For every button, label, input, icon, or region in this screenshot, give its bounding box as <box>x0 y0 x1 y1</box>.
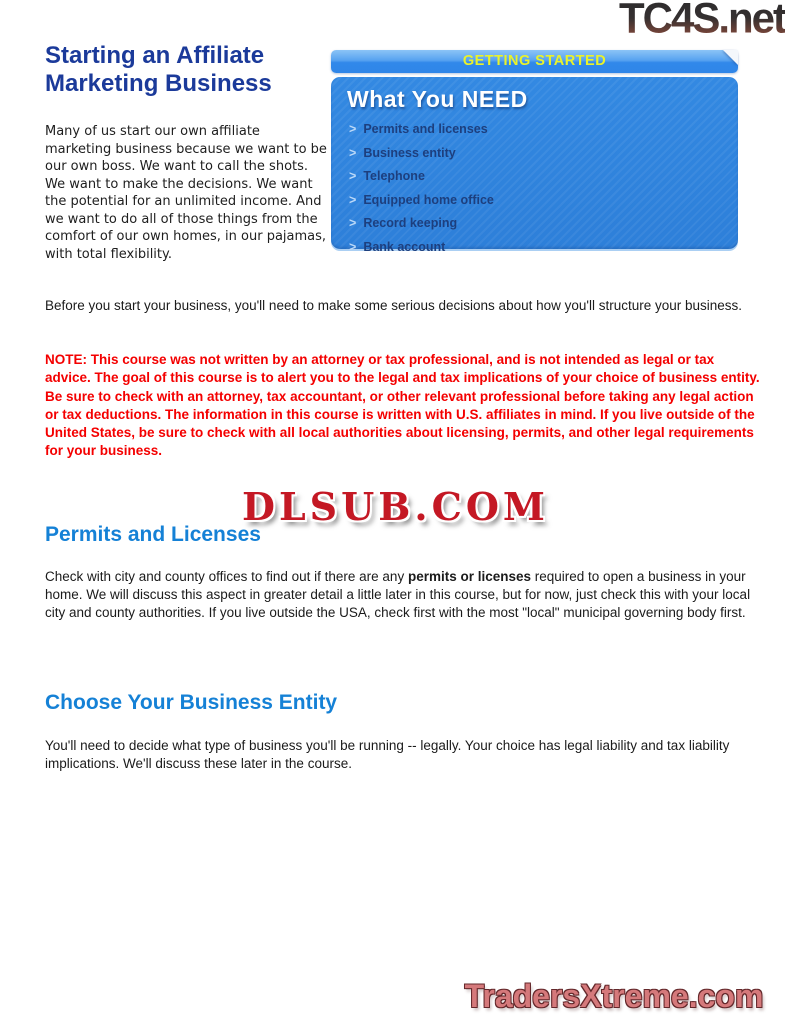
before-note-paragraph: Before you start your business, you'll need to make some serious decisions about how you'll structure your business. <box>45 298 743 313</box>
need-list-item-record-keeping <box>349 216 722 230</box>
tradersxtreme-watermark-logo[interactable]: TradersXtreme.com <box>464 978 764 1014</box>
permits-paragraph <box>45 568 761 622</box>
need-list-item-home-office <box>349 193 722 207</box>
legal-note-paragraph: NOTE: This course was not written by an attorney or tax professional, and is not intended as legal or tax advice. The goal of this course is to alert you to the legal and tax implications of your choice of business entity. Be sure to check with an attorney, tax accountant, or other relevant professional before taking any legal action or tax deductions. The information in this course is written with U.S. affiliates in mind. If you live outside of the United States, be sure to check with all local authorities about licensing, permits, and other legal requirements for your business. <box>45 352 760 459</box>
need-list-item-permits <box>349 122 722 136</box>
need-list-label: Bank account <box>363 239 446 254</box>
permits-paragraph-suffix: required to open a business in your home. We will discuss this aspect in greater detail a little later in this course, but for now, just check this with your local city and county authorities. If you live outside the USA, check first with the most "local" municipal governing body first. <box>45 569 751 620</box>
need-list-item-bank-account <box>349 240 722 254</box>
dlsub-watermark-logo[interactable]: DLSUB.COM <box>241 484 549 529</box>
section-heading-entity: Choose Your Business Entity <box>45 691 338 714</box>
page-title: Starting an Affiliate Marketing Business <box>45 42 272 97</box>
what-you-need-panel <box>331 77 738 254</box>
getting-started-box <box>331 50 738 254</box>
need-list-label: Business entity <box>363 145 456 160</box>
need-list-label: Record keeping <box>363 216 458 230</box>
need-list-label: Permits and licenses <box>363 122 488 136</box>
what-you-need-title: What You NEED <box>347 86 528 112</box>
need-list-label: Telephone <box>363 169 425 183</box>
arrow-bullet-icon: > <box>349 216 357 230</box>
getting-started-header <box>331 50 738 73</box>
arrow-bullet-icon: > <box>349 145 357 160</box>
need-list-label: Equipped home office <box>363 192 494 207</box>
arrow-bullet-icon: > <box>349 169 357 183</box>
permits-paragraph-bold: permits or licenses <box>407 569 532 584</box>
tc4s-watermark-logo[interactable]: TC4S.net <box>619 0 785 42</box>
need-list-item-entity <box>349 146 722 160</box>
section-heading-permits: Permits and Licenses <box>45 523 261 546</box>
need-list-item-telephone <box>349 169 722 183</box>
page-curl-icon <box>723 50 738 65</box>
arrow-bullet-icon: > <box>349 122 357 136</box>
entity-paragraph: You'll need to decide what type of business you'll be running -- legally. Your choice has legal liability and tax liability implications. We'll discuss these later in the course. <box>45 738 730 771</box>
intro-paragraph: Many of us start our own affiliate marketing business because we want to be our own boss. We want to call the shots. We want to make the decisions. We want the potential for an unlimited income. And we want to do all of those things from the comfort of our own homes, in our pajamas, with total flexibility. <box>45 124 327 262</box>
arrow-bullet-icon: > <box>349 192 357 207</box>
permits-paragraph-prefix: Check with city and county offices to find out if there are any <box>45 569 408 584</box>
getting-started-label: GETTING STARTED <box>462 53 607 69</box>
arrow-bullet-icon: > <box>349 239 357 254</box>
